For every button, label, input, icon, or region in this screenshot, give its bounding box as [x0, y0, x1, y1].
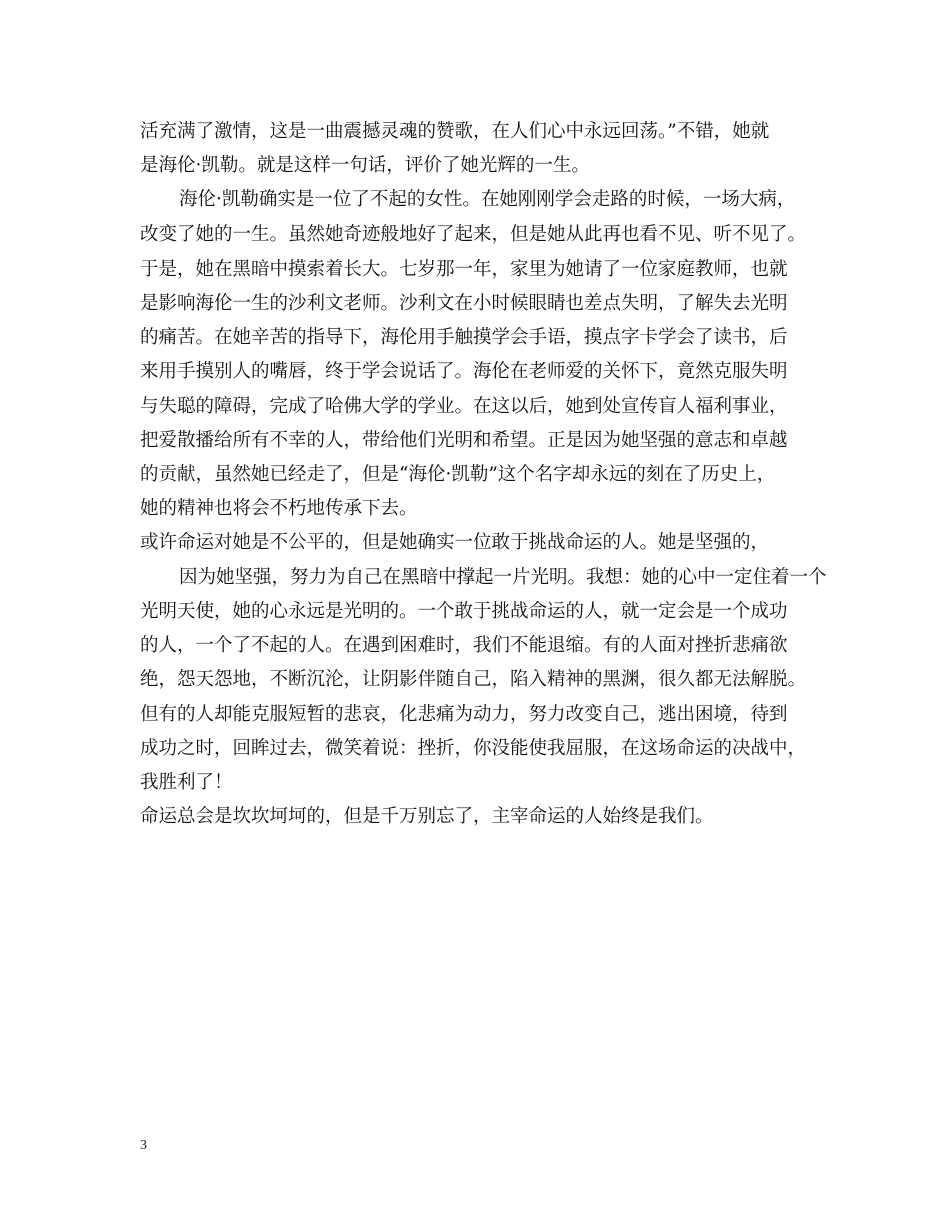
text-line: 改变了她的一生。虽然她奇迹般地好了起来，但是她从此再也看不见、听不见了。: [140, 224, 807, 245]
text-line: 活充满了激情，这是一曲震撼灵魂的赞歌，在人们心中永远回荡。”不错，她就: [140, 121, 770, 142]
paragraph-first-line: 海伦·凯勒确实是一位了不起的女性。在她刚刚学会走路的时候，一场大病，: [179, 189, 796, 210]
text-line: 来用手摸别人的嘴唇，终于学会说话了。海伦在老师爱的关怀下，竟然克服失明: [140, 361, 788, 382]
text-line: 或许命运对她是不公平的，但是她确实一位敢于挑战命运的人。她是坚强的，: [140, 532, 770, 553]
text-line: 于是，她在黑暗中摸索着长大。七岁那一年，家里为她请了一位家庭教师，也就: [140, 259, 788, 280]
text-line: 她的精神也将会不朽地传承下去。: [140, 498, 418, 519]
paragraph-first-line: 因为她坚强，努力为自己在黑暗中撑起一片光明。我想：她的心中一定住着一个: [179, 567, 827, 588]
text-line: 的贡献，虽然她已经走了，但是“海伦·凯勒”这个名字却永远的刻在了历史上，: [140, 464, 776, 485]
page-number: 3: [140, 1138, 147, 1153]
text-line: 成功之时，回眸过去，微笑着说：挫折，你没能使我屈服，在这场命运的决战中，: [140, 738, 807, 759]
text-line: 绝，怨天怨地，不断沉沦，让阴影伴随自己，陷入精神的黑渊，很久都无法解脱。: [140, 669, 807, 690]
text-line: 的痛苦。在她辛苦的指导下，海伦用手触摸学会手语，摸点字卡学会了读书，后: [140, 327, 788, 348]
text-line: 的人，一个了不起的人。在遇到困难时，我们不能退缩。有的人面对挫折悲痛欲: [140, 635, 788, 656]
text-line: 我胜利了！: [140, 772, 233, 793]
text-line: 把爱散播给所有不幸的人，带给他们光明和希望。正是因为她坚强的意志和卓越: [140, 430, 788, 451]
text-line: 命运总会是坎坎坷坷的，但是千万别忘了，主宰命运的人始终是我们。: [140, 806, 714, 827]
text-line: 是影响海伦一生的沙利文老师。沙利文在小时候眼睛也差点失明，了解失去光明: [140, 293, 788, 314]
text-line: 与失聪的障碍，完成了哈佛大学的学业。在这以后，她到处宣传盲人福利事业，: [140, 396, 788, 417]
text-line: 是海伦·凯勒。就是这样一句话，评价了她光辉的一生。: [140, 155, 590, 176]
text-line: 但有的人却能克服短暂的悲哀，化悲痛为动力，努力改变自己，逃出困境，待到: [140, 704, 788, 725]
text-line: 光明天使，她的心永远是光明的。一个敢于挑战命运的人，就一定会是一个成功: [140, 601, 788, 622]
